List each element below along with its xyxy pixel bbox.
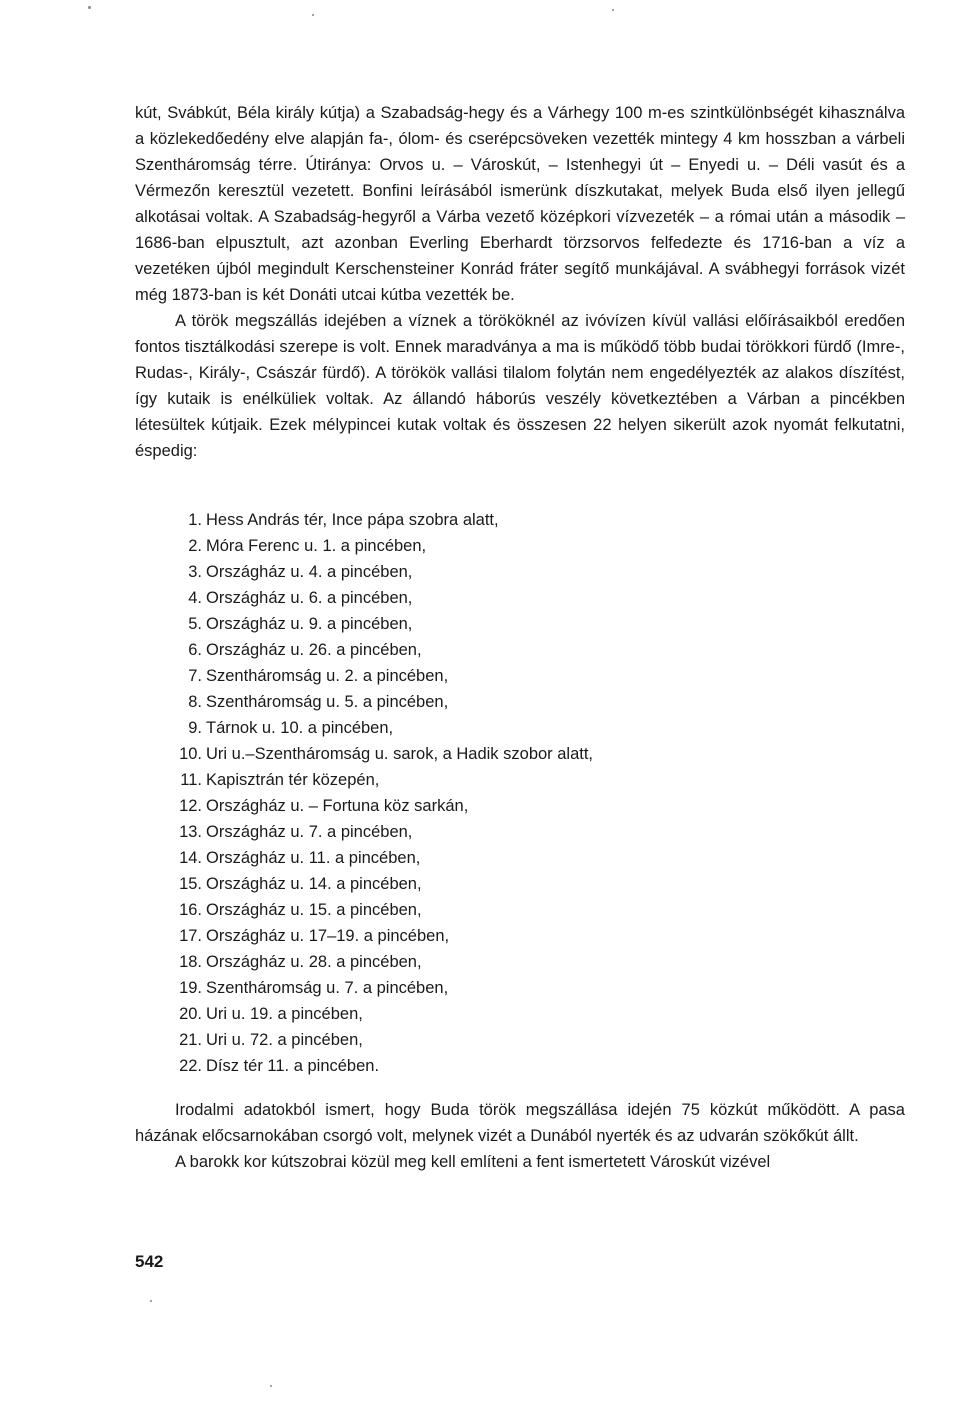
scan-speck (88, 6, 91, 9)
list-item-number: 11. (180, 771, 202, 789)
list-item-number: 18. (179, 953, 202, 971)
list-item-number: 8. (188, 693, 202, 711)
list-item-text: Országház u. 17–19. a pincében, (206, 927, 450, 945)
list-item-text: Országház u. 15. a pincében, (206, 901, 422, 919)
list-item-text: Országház u. 6. a pincében, (206, 589, 413, 607)
list-item (160, 637, 720, 663)
list-item-number: 17. (179, 927, 202, 945)
list-item-number: 13. (179, 823, 202, 841)
list-item-text: Országház u. 26. a pincében, (206, 641, 422, 659)
list-item (160, 663, 720, 689)
list-item-text: Szentháromság u. 2. a pincében, (206, 667, 449, 685)
list-item-number: 5. (188, 615, 202, 633)
list-item-text: Szentháromság u. 7. a pincében, (206, 979, 449, 997)
list-item-number: 9. (188, 719, 202, 737)
list-item (160, 585, 720, 611)
scan-speck (270, 1385, 272, 1387)
list-item (160, 741, 720, 767)
list-item (160, 923, 720, 949)
list-item (160, 845, 720, 871)
list-item-text: Országház u. – Fortuna köz sarkán, (206, 797, 469, 815)
closing-text (135, 1097, 905, 1175)
page-number: 542 (135, 1252, 164, 1271)
list-item-number: 19. (179, 979, 202, 997)
list-item-number: 3. (188, 563, 202, 581)
list-item-number: 10. (179, 745, 202, 763)
list-item (160, 1027, 720, 1053)
list-item (160, 871, 720, 897)
list-item-text: Uri u. 72. a pincében, (206, 1031, 363, 1049)
list-item-number: 12. (179, 797, 202, 815)
intro-text (135, 100, 905, 464)
list-item-number: 4. (188, 589, 202, 607)
list-item-number: 6. (188, 641, 202, 659)
list-item-text: Országház u. 11. a pincében, (206, 849, 421, 867)
list-item (160, 975, 720, 1001)
list-item (160, 793, 720, 819)
list-item (160, 559, 720, 585)
list-item-number: 1. (188, 511, 202, 529)
list-item-text: Uri u. 19. a pincében, (206, 1005, 363, 1023)
scan-speck (150, 1300, 152, 1302)
list-item-text: Országház u. 9. a pincében, (206, 615, 413, 633)
list-item-text: Országház u. 28. a pincében, (206, 953, 422, 971)
list-item-number: 2. (188, 537, 202, 555)
scan-speck (612, 9, 614, 11)
list-item-text: Országház u. 14. a pincében, (206, 875, 422, 893)
scan-speck (312, 14, 314, 16)
list-item-text: Móra Ferenc u. 1. a pincében, (206, 537, 427, 555)
list-item (160, 819, 720, 845)
list-item (160, 507, 720, 533)
list-item-text: Tárnok u. 10. a pincében, (206, 719, 394, 737)
list-item-number: 22. (179, 1057, 202, 1075)
paragraph-aqueduct: kút, Svábkút, Béla király kútja) a Szabadság-hegy és a Várhegy 100 m-es szintkülönbségét kihasználva a közlekedőedény elve alapján fa-, ólom- és cserépcsöveken vezették mintegy 4 km hosszban a várbeli Szentháromság térre. Útiránya: Orvos u. – Városkút, – Istenhegyi út – Enyedi u. – Déli vasút és a Vérmezőn keresztül vezetett. Bonfini leírásából ismerünk díszkutakat, melyek Buda első ilyen jellegű alkotásai voltak. A Szabadság-hegyről a Várba vezető középkori vízvezeték – a római után a második – 1686-ban elpusztult, azt azonban Everling Eberhardt törzsorvos felfedezte és 1716-ban a víz a vezetéken újból megindult Kerschensteiner Konrád fráter segítő munkájával. A svábhegyi források vizét még 1873-ban is két Donáti utcai kútba vezették be. (135, 104, 905, 304)
list-item-number: 14. (179, 849, 202, 867)
list-item (160, 897, 720, 923)
paragraph-turkish-period: A török megszállás idejében a víznek a törököknél az ivóvízen kívül vallási előírásaikból eredően fontos tisztálkodási szerepe is volt. Ennek maradványa a ma is működő több budai törökkori fürdő (Imre-, Rudas-, Király-, Császár fürdő). A törökök vallási tilalom folytán nem engedélyezték az alakos díszítést, így kutaik is enélküliek voltak. Az állandó háborús veszély következtében a Várban a pincékben létesültek kútjaik. Ezek mélypincei kutak voltak és összesen 22 helyen sikerült azok nyomát felkutatni, éspedig: (135, 312, 905, 460)
list-item (160, 1001, 720, 1027)
list-item (160, 689, 720, 715)
list-item (160, 1053, 720, 1079)
paragraph-baroque: A barokk kor kútszobrai közül meg kell említeni a fent ismertetett Városkút vizével (175, 1153, 771, 1171)
list-item-text: Kapisztrán tér közepén, (206, 771, 380, 789)
list-item-text: Hess András tér, Ince pápa szobra alatt, (206, 511, 499, 529)
list-item-number: 16. (179, 901, 202, 919)
list-item-number: 20. (179, 1005, 202, 1023)
list-item (160, 611, 720, 637)
list-item-text: Országház u. 4. a pincében, (206, 563, 413, 581)
list-item-text: Uri u.–Szentháromság u. sarok, a Hadik szobor alatt, (206, 745, 594, 763)
list-item-text: Dísz tér 11. a pincében. (206, 1057, 380, 1075)
list-item-number: 15. (179, 875, 202, 893)
list-item-text: Országház u. 7. a pincében, (206, 823, 413, 841)
list-item (160, 949, 720, 975)
list-item (160, 533, 720, 559)
paragraph-public-wells: Irodalmi adatokból ismert, hogy Buda török megszállása idején 75 közkút működött. A pasa házának előcsarnokában csorgó volt, melynek vizét a Dunából nyerték és az udvarán szökőkút állt. (135, 1101, 905, 1145)
list-item (160, 767, 720, 793)
list-item-text: Szentháromság u. 5. a pincében, (206, 693, 449, 711)
wells-list (160, 507, 720, 1079)
list-item (160, 715, 720, 741)
list-item-number: 21. (179, 1031, 202, 1049)
list-item-number: 7. (188, 667, 202, 685)
